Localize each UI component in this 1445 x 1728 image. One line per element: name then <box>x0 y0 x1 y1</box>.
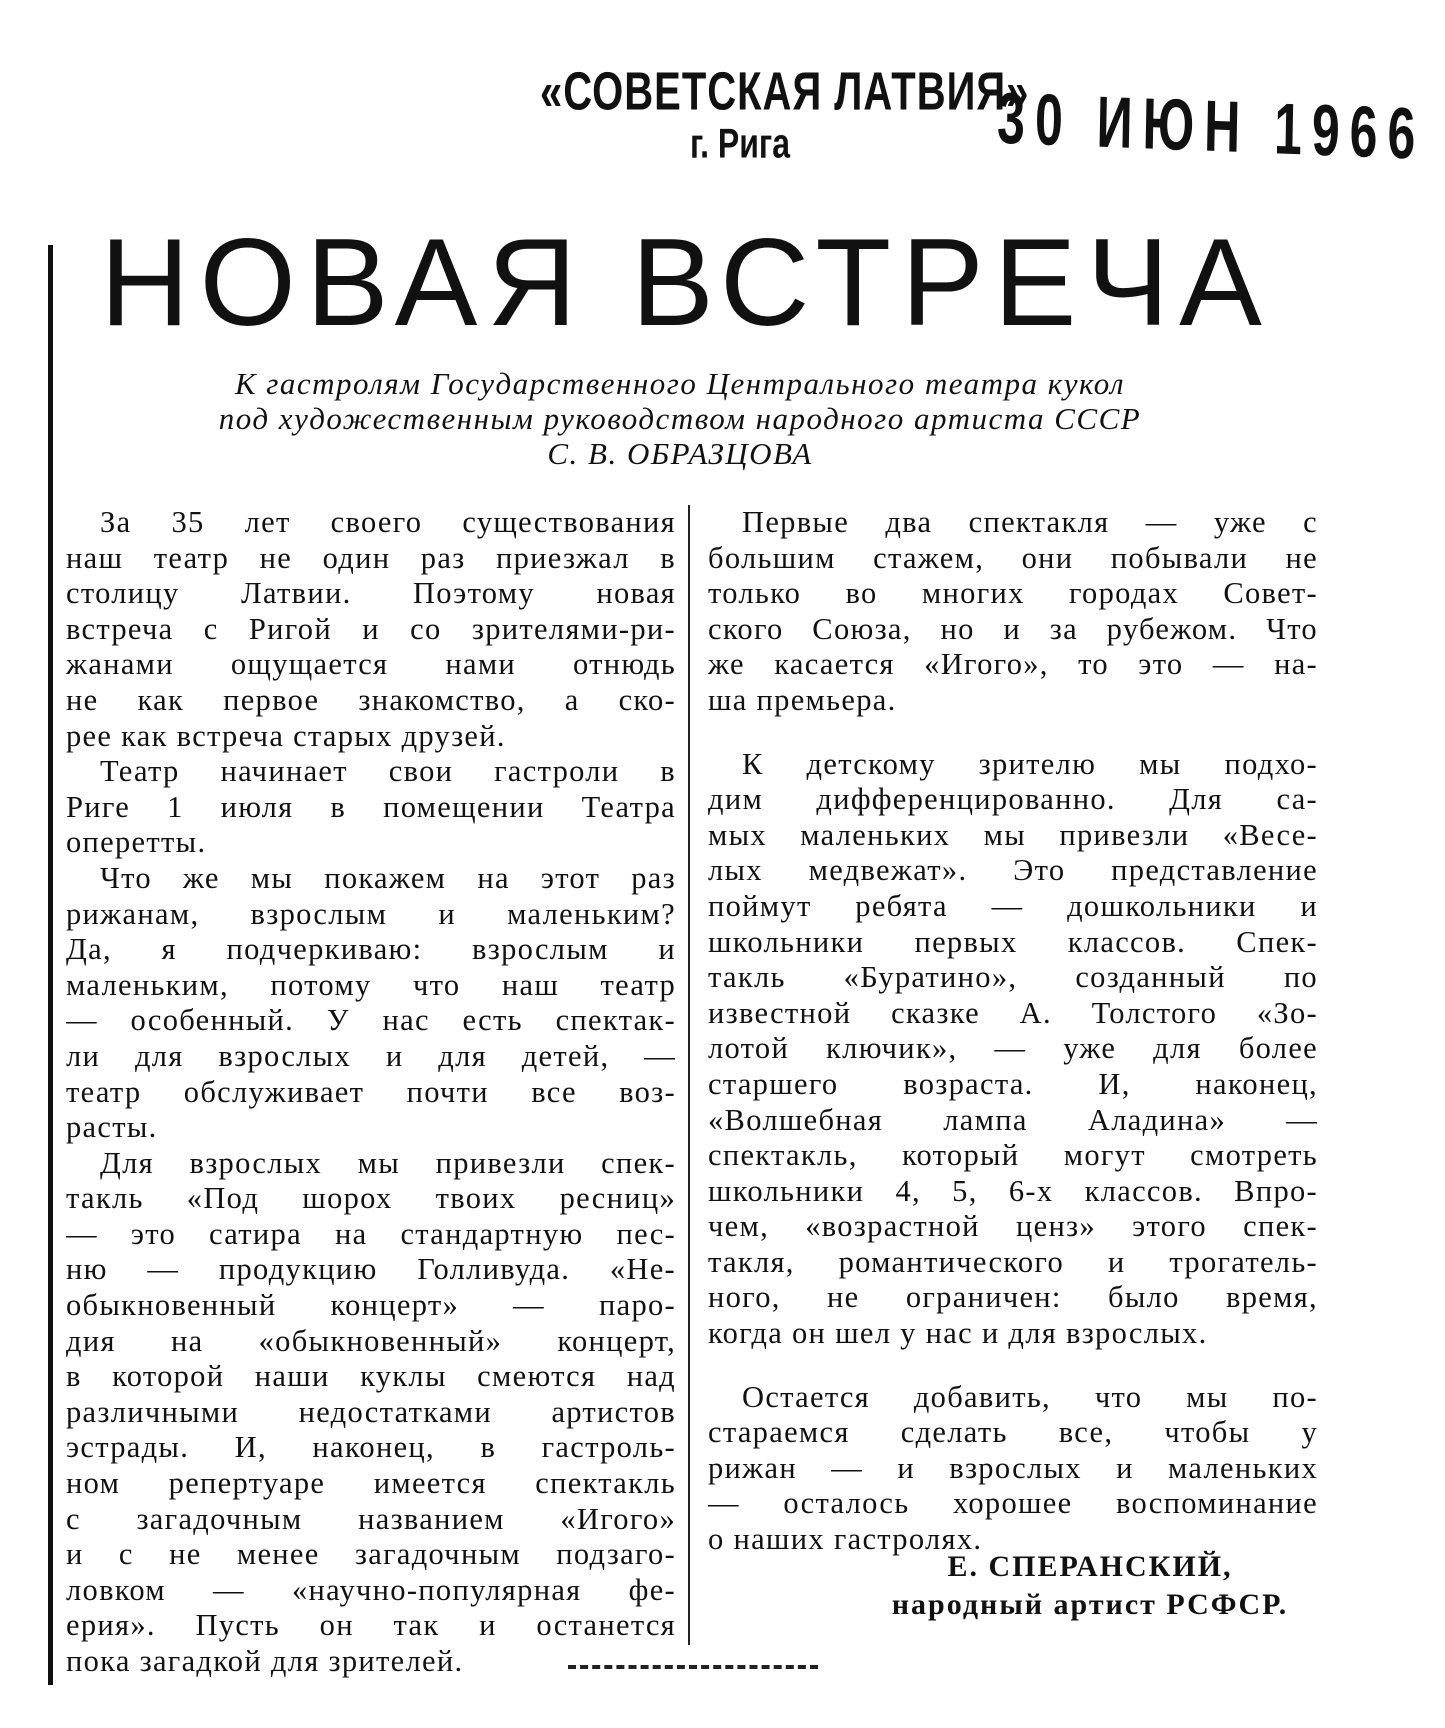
paragraph <box>66 505 676 754</box>
text-line: когда он шел у нас и для взрослых. <box>708 1316 1208 1351</box>
text-line: оперетты. <box>66 825 207 860</box>
signature <box>855 1548 1325 1624</box>
text-line: расты. <box>66 1110 158 1145</box>
article-subtitle <box>150 366 1210 471</box>
text-line: ша премьера. <box>708 682 897 717</box>
text-line: рижан — и взрослых и маленьких <box>708 1450 1318 1485</box>
paragraph <box>708 505 1318 719</box>
text-line: лых медвежат». Это представление <box>708 853 1318 888</box>
text-line: дия на «обыкновенный» концерт, <box>66 1323 676 1358</box>
text-line: старшего возраста. И, наконец, <box>708 1066 1318 1101</box>
text-line: пока загадкой для зрителей. <box>66 1644 464 1678</box>
text-line: ню — продукцию Голливуда. «Не- <box>66 1252 676 1287</box>
paragraph-gap <box>708 1352 1318 1380</box>
paragraph <box>66 1146 676 1680</box>
text-line: ли для взрослых и для детей, — <box>66 1038 676 1073</box>
text-line: ского Союза, но и за рубежом. Что <box>708 611 1318 646</box>
paragraph <box>66 861 676 1146</box>
subtitle-line: К гастролям Государственного Центрального театра кукол <box>234 366 1126 401</box>
text-line: о наших гастролях. <box>708 1522 983 1557</box>
right-column <box>708 505 1318 1558</box>
text-line: такль «Буратино», созданный по <box>708 960 1318 995</box>
text-line: в которой наши куклы смеются над <box>66 1359 676 1394</box>
text-line: Для взрослых мы привезли спек- <box>100 1145 676 1180</box>
text-line: «Волшебная лампа Аладина» — <box>708 1102 1318 1137</box>
text-line: известной сказке А. Толстого «Зо- <box>708 995 1318 1030</box>
text-line: только во многих городах Совет- <box>708 576 1318 611</box>
text-line: — особенный. У нас есть спектак- <box>66 1003 676 1038</box>
clipping-source-stamp: «СОВЕТСКАЯ ЛАТВИЯ» <box>540 62 1030 122</box>
paragraph <box>708 747 1318 1352</box>
text-line: За 35 лет своего существования <box>100 505 676 539</box>
text-line: Остается добавить, что мы по- <box>742 1379 1318 1414</box>
paragraph <box>708 1380 1318 1558</box>
text-line: ного, не ограничен: было время, <box>708 1280 1318 1315</box>
text-line: школьники первых классов. Спек- <box>708 924 1318 959</box>
text-line: такля, романтического и трогатель- <box>708 1244 1318 1279</box>
text-line: встреча с Ригой и со зрителями-ри- <box>66 611 676 646</box>
author-name: Е. СПЕРАНСКИЙ, <box>947 1550 1233 1583</box>
text-line: театр обслуживает почти все воз- <box>66 1074 676 1109</box>
text-line: школьники 4, 5, 6-х классов. Впро- <box>708 1173 1318 1208</box>
left-column <box>66 505 676 1680</box>
text-line: маленьким, потому что наш театр <box>66 967 676 1002</box>
subtitle-line: под художественным руководством народного артиста СССР <box>218 401 1142 436</box>
text-line: Первые два спектакля — уже с <box>742 505 1318 539</box>
paragraph <box>66 754 676 861</box>
text-line: обыкновенный концерт» — паро- <box>66 1288 676 1323</box>
text-line: ловком — «научно-популярная фе- <box>66 1572 676 1607</box>
text-line: большим стажем, они побывали не <box>708 540 1318 575</box>
text-line: ерия». Пусть он так и останется <box>66 1608 676 1643</box>
text-line: стараемся сделать все, чтобы у <box>708 1415 1318 1450</box>
column-divider <box>688 505 690 1645</box>
text-line: спектакль, который могут смотреть <box>708 1138 1318 1173</box>
text-line: поймут ребята — дошкольники и <box>708 888 1318 923</box>
text-line: Что же мы покажем на этот раз <box>100 860 676 895</box>
text-line: — это сатира на стандартную пес- <box>66 1216 676 1251</box>
author-title: народный артист РСФСР. <box>891 1588 1289 1621</box>
text-line: ном репертуаре имеется спектакль <box>66 1466 676 1501</box>
text-line: с загадочным названием «Игого» <box>66 1501 676 1536</box>
text-line: и с не менее загадочным подзаго- <box>66 1537 676 1572</box>
clipping-city-stamp: г. Рига <box>690 120 791 167</box>
text-line: жанами ощущается нами отнюдь <box>66 647 676 682</box>
text-line: Театр начинает свои гастроли в <box>100 754 676 789</box>
text-line: не как первое знакомство, а ско- <box>66 682 676 717</box>
text-line: эстрады. И, наконец, в гастроль- <box>66 1430 676 1465</box>
text-line: мых маленьких мы привезли «Весе- <box>708 817 1318 852</box>
article-headline: НОВАЯ ВСТРЕЧА <box>100 214 1272 352</box>
text-line: рижанам, взрослым и маленьким? <box>66 896 676 931</box>
text-line: наш театр не один раз приезжал в <box>66 540 676 575</box>
text-line: Да, я подчеркиваю: взрослым и <box>66 932 676 967</box>
text-line: же касается «Игого», то это — на- <box>708 647 1318 682</box>
text-line: такль «Под шорох твоих ресниц» <box>66 1181 676 1216</box>
text-line: различными недостатками артистов <box>66 1394 676 1429</box>
text-line: столицу Латвии. Поэтому новая <box>66 576 676 611</box>
text-line: Риге 1 июля в помещении Театра <box>66 789 676 824</box>
paragraph-gap <box>708 719 1318 747</box>
text-line: К детскому зрителю мы подхо- <box>742 746 1318 781</box>
text-line: лотой ключик», — уже для более <box>708 1031 1318 1066</box>
text-line: чем, «возрастной ценз» этого спек- <box>708 1209 1318 1244</box>
left-margin-rule <box>48 245 53 1685</box>
end-rule <box>568 1665 818 1669</box>
text-line: дим дифференцированно. Для са- <box>708 782 1318 817</box>
subtitle-line: С. В. ОБРАЗЦОВА <box>547 436 813 471</box>
text-line: рее как встреча старых друзей. <box>66 718 506 753</box>
text-line: — осталось хорошее воспоминание <box>708 1486 1318 1521</box>
clipping-date-stamp: 30 ИЮН 1966 <box>996 77 1427 175</box>
